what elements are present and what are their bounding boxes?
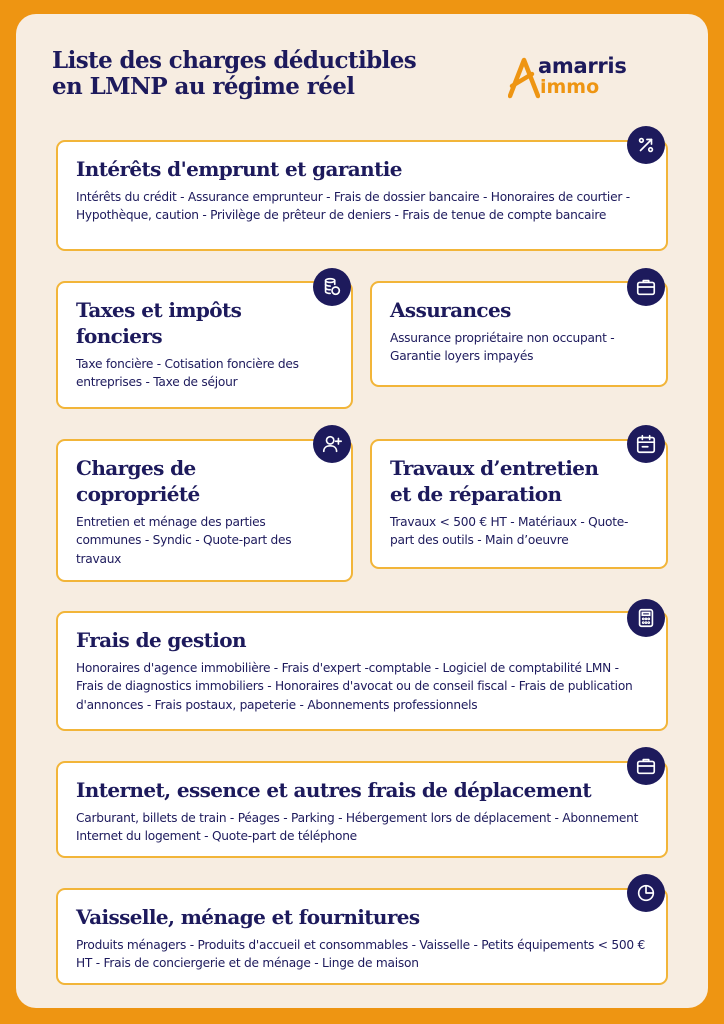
card-text: Assurance propriétaire non occupant - Garantie loyers impayés [390, 331, 615, 364]
card-title-line-2: fonciers [76, 324, 162, 348]
card-title: Vaisselle, ménage et fournitures [76, 905, 420, 929]
card-text: Taxe foncière - Cotisation foncière des entreprises - Taxe de séjour [76, 357, 299, 390]
page-title-line-1: Liste des charges déductibles [52, 47, 417, 74]
briefcase-icon [627, 747, 665, 785]
user-plus-icon [313, 425, 351, 463]
card-title [390, 455, 648, 507]
card-vaisselle-menage [56, 888, 668, 985]
calendar-icon [627, 425, 665, 463]
logo-a-mark-icon [508, 56, 540, 102]
card-internet-deplacement [56, 761, 668, 858]
card-title: Frais de gestion [76, 628, 246, 652]
card-title-line-2: et de réparation [390, 482, 562, 506]
card-title-line-1: Travaux d’entretien [390, 456, 599, 480]
pie-chart-icon [627, 874, 665, 912]
card-frais-gestion [56, 611, 668, 731]
card-assurances [370, 281, 668, 387]
card-title: Assurances [390, 298, 511, 322]
card-interets-emprunt [56, 140, 668, 251]
logo-word-amarris: amarris [538, 54, 627, 78]
card-text: Intérêts du crédit - Assurance emprunteur - Frais de dossier bancaire - Honoraires de courtier - Hypothèque, caution - Privilège de prêteur de deniers - Frais de tenue de compte bancaire [76, 190, 630, 223]
card-text: Entretien et ménage des parties communes - Syndic - Quote-part des travaux [76, 515, 292, 566]
card-text: Honoraires d'agence immobilière - Frais d'expert -comptable - Logiciel de comptabilité LMN - Frais de diagnostics immobiliers - Honoraires d'avocat ou de conseil fiscal - Frais de publication d'annonces - Frais postaux, papeterie - Abonnements professionnels [76, 661, 633, 712]
card-title-line-2: copropriété [76, 482, 200, 506]
card-taxes-impots [56, 281, 353, 409]
logo-word-immo: immo [540, 76, 600, 98]
card-title [76, 455, 333, 507]
card-text: Travaux < 500 € HT - Matériaux - Quote-part des outils - Main d’oeuvre [390, 515, 629, 548]
card-title [76, 297, 333, 349]
page-title-line-2: en LMNP au régime réel [52, 73, 355, 100]
card-text: Produits ménagers - Produits d'accueil et consommables - Vaisselle - Petits équipements < 500 € HT - Frais de conciergerie et de ménage - Linge de maison [76, 938, 646, 971]
card-text: Carburant, billets de train - Péages - Parking - Hébergement lors de déplacement - Abonnement Internet du logement - Quote-part de téléphone [76, 811, 639, 844]
calculator-icon [627, 599, 665, 637]
card-title: Internet, essence et autres frais de déplacement [76, 778, 591, 802]
card-charges-copropriete [56, 439, 353, 582]
card-travaux-entretien [370, 439, 668, 569]
amarris-immo-logo [508, 56, 678, 102]
percent-trend-icon [627, 126, 665, 164]
briefcase-icon [627, 268, 665, 306]
card-title-line-1: Taxes et impôts [76, 298, 242, 322]
coins-icon [313, 268, 351, 306]
card-title-line-1: Charges de [76, 456, 196, 480]
page-title [52, 48, 416, 100]
card-title: Intérêts d'emprunt et garantie [76, 157, 402, 181]
